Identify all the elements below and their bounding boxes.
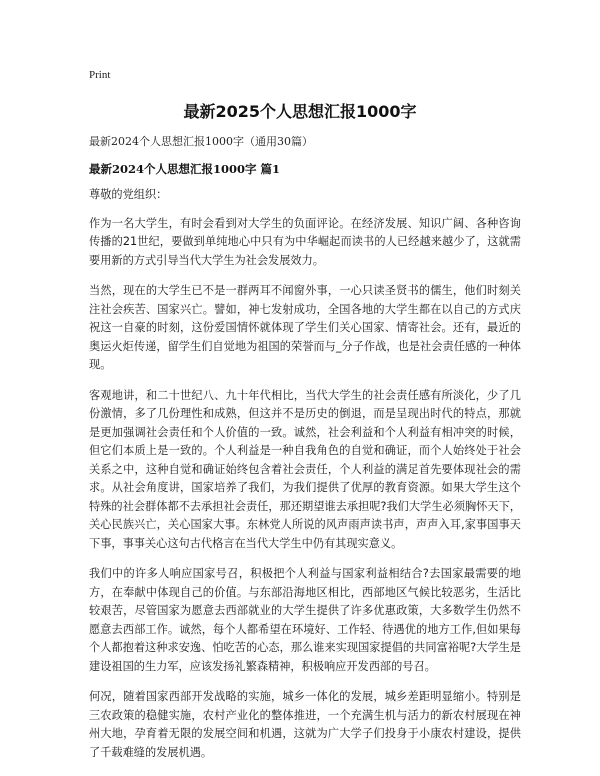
document-body — [89, 186, 521, 774]
paragraph-1: 作为一名大学生，有时会看到对大学生的负面评论。在经济发展、知识广阔、各种咨询传播的21世纪，要做到单纯地心中只有为中华崛起而读书的人已经越来越少了，这就需要用新的方式引导当代大学生为社会发展效力。 — [89, 216, 521, 267]
paragraph-3: 客观地讲，和二十世纪八、九十年代相比，当代大学生的社会责任感有所淡化，少了几份激情，多了几份理性和成熟，但这并不是历史的倒退，而是呈现出时代的特点，那就是更加强调社会责任和个人价值的一致。诚然，社会利益和个人利益有相冲突的时候，但它们本质上是一致的。个人利益是一种自我角色的自觉和确证，而个人始终处于社会关系之中，这种自觉和确证始终包含着社会责任，个人利益的满足首先要体现社会的需求。从社会角度讲，国家培养了我们，为我们提供了优厚的教育资源。如果大学生这个特殊的社会群体都不去承担社会责任，那还期望谁去承担呢?我们大学生必须胸怀天下，关心民族兴亡，关心国家大事。东林党人所说的风声雨声读书声，声声入耳,家事国事天下事，事事关心这句古代格言在当代大学生中仍有其现实意义。 — [89, 388, 521, 550]
document-subtitle: 最新2024个人思想汇报1000字（通用30篇） — [89, 135, 313, 148]
paragraph-5: 何况，随着国家西部开发战略的实施，城乡一体化的发展，城乡差距明显缩小。特别是三农政策的稳健实施，农村产业化的整体推进，一个充满生机与活力的新农村展现在神州大地，孕育着无限的发展空间和机遇，这就为广大学子们投身于小康农村建设，提供了千载难缝的发展机遇。 — [89, 690, 521, 759]
page-title: 最新2025个人思想汇报1000字 — [183, 102, 417, 121]
print-link[interactable]: Print — [89, 69, 111, 81]
section-heading: 最新2024个人思想汇报1000字 篇1 — [89, 162, 281, 176]
paragraph-2: 当然，现在的大学生已不是一群两耳不闻窗外事，一心只读圣贤书的儒生，他们时刻关注社会疾苦、国家兴亡。譬如，神七发射成功，全国各地的大学生都在以自己的方式庆祝这一自豪的时刻，这份爱国情怀就体现了学生们关心国家、情寄社会。还有，最近的奥运火炬传递，留学生们自觉地为祖国的荣誉而与_分子作战，也是社会责任感的一种体现。 — [89, 284, 521, 371]
salutation: 尊敬的党组织： — [89, 188, 168, 201]
paragraph-4: 我们中的许多人响应国家号召，积极把个人利益与国家利益相结合?去国家最需要的地方，在奉献中体现自己的价值。与东部沿海地区相比，西部地区气候比较恶劣，生活比较艰苦，尽管国家为愿意去西部就业的大学生提供了许多优惠政策，大多数学生仍然不愿意去西部工作。诚然，每个人都希望在环境好、工作轻、待遇优的地方工作,但如果每个人都抱着这种求安逸、怕吃苦的心态，那么谁来实现国家提倡的共同富裕呢?大学生是建设祖国的生力军，应该发扬礼繁森精神，积极响应开发西部的号召。 — [89, 567, 521, 673]
